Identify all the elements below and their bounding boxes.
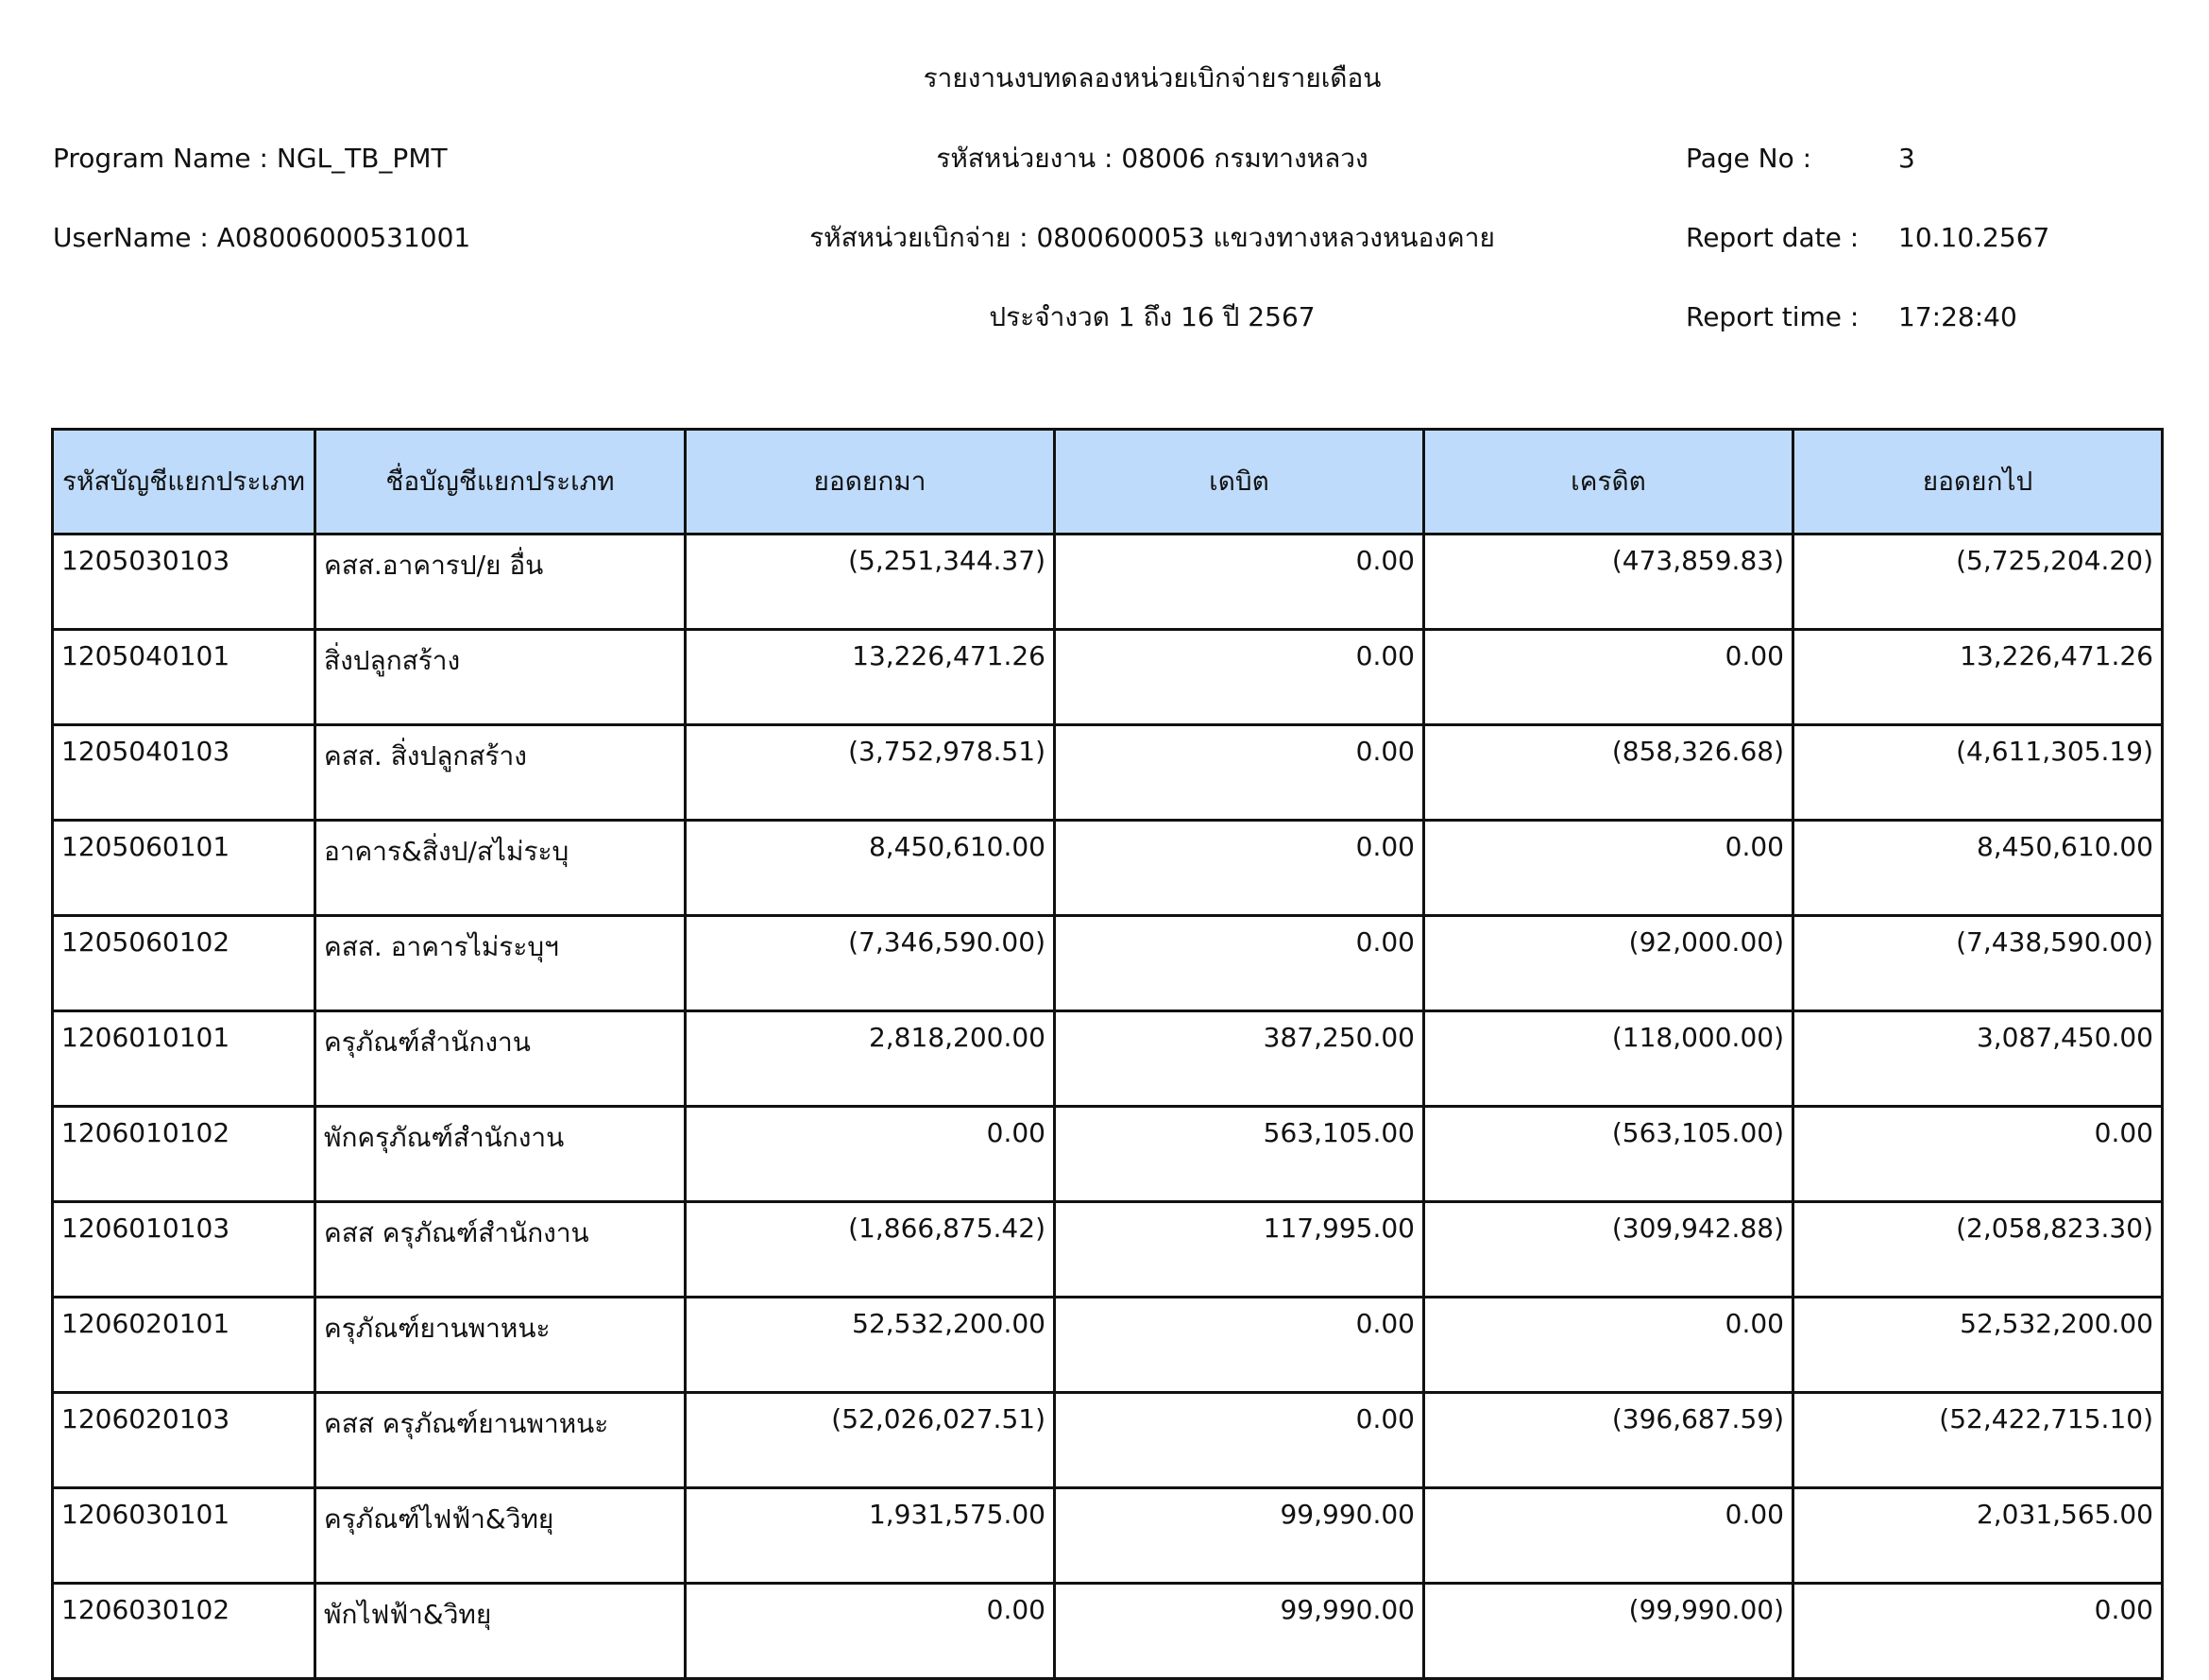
credit-cell: 0.00	[1424, 1488, 1793, 1584]
debit-cell: 99,990.00	[1055, 1488, 1424, 1584]
credit-cell: 0.00	[1424, 630, 1793, 725]
closing-balance-cell: 13,226,471.26	[1793, 630, 2163, 725]
table-row	[53, 630, 2163, 725]
opening-balance-cell: (1,866,875.42)	[686, 1202, 1055, 1298]
table-row	[53, 535, 2163, 630]
table-row	[53, 1584, 2163, 1679]
account-name-cell: คสส. สิ่งปลูกสร้าง	[315, 725, 686, 821]
closing-balance-cell: 52,532,200.00	[1793, 1298, 2163, 1393]
account-code-cell: 1205030103	[53, 535, 315, 630]
opening-balance-cell: (52,026,027.51)	[686, 1393, 1055, 1488]
opening-balance-cell: (7,346,590.00)	[686, 916, 1055, 1011]
credit-cell: 0.00	[1424, 821, 1793, 916]
account-name-cell: พักไฟฟ้า&วิทยุ	[315, 1584, 686, 1679]
credit-cell: (396,687.59)	[1424, 1393, 1793, 1488]
credit-cell: (92,000.00)	[1424, 916, 1793, 1011]
debit-cell: 0.00	[1055, 725, 1424, 821]
account-code-cell: 1206020103	[53, 1393, 315, 1488]
header-credit: เครดิต	[1424, 430, 1793, 535]
opening-balance-cell: 0.00	[686, 1584, 1055, 1679]
account-name-cell: ครุภัณฑ์สำนักงาน	[315, 1011, 686, 1107]
closing-balance-cell: (4,611,305.19)	[1793, 725, 2163, 821]
debit-cell: 0.00	[1055, 821, 1424, 916]
credit-cell: 0.00	[1424, 1298, 1793, 1393]
account-name-cell: คสส.อาคารป/ย อื่น	[315, 535, 686, 630]
page-no-label: Page No :	[1686, 143, 1812, 174]
account-name-cell: คสส ครุภัณฑ์ยานพาหนะ	[315, 1393, 686, 1488]
table-row	[53, 1202, 2163, 1298]
header-debit: เดบิต	[1055, 430, 1424, 535]
closing-balance-cell: (2,058,823.30)	[1793, 1202, 2163, 1298]
credit-cell: (563,105.00)	[1424, 1107, 1793, 1202]
account-code-cell: 1206020101	[53, 1298, 315, 1393]
debit-cell: 0.00	[1055, 535, 1424, 630]
report-time-label: Report time :	[1686, 301, 1860, 332]
credit-cell: (858,326.68)	[1424, 725, 1793, 821]
account-code-cell: 1206010101	[53, 1011, 315, 1107]
table-row	[53, 821, 2163, 916]
credit-cell: (118,000.00)	[1424, 1011, 1793, 1107]
closing-balance-cell: 8,450,610.00	[1793, 821, 2163, 916]
table-row	[53, 1107, 2163, 1202]
disbursing-unit: รหัสหน่วยเบิกจ่าย : 0800600053 แขวงทางหลวงหนองคาย	[809, 222, 1495, 253]
report-time-value: 17:28:40	[1898, 301, 2017, 332]
opening-balance-cell: 52,532,200.00	[686, 1298, 1055, 1393]
closing-balance-cell: 0.00	[1793, 1584, 2163, 1679]
trial-balance-table	[51, 428, 2164, 1680]
opening-balance-cell: 0.00	[686, 1107, 1055, 1202]
account-name-cell: พักครุภัณฑ์สำนักงาน	[315, 1107, 686, 1202]
closing-balance-cell: 2,031,565.00	[1793, 1488, 2163, 1584]
table-row	[53, 916, 2163, 1011]
debit-cell: 387,250.00	[1055, 1011, 1424, 1107]
report-date-label: Report date :	[1686, 222, 1860, 253]
program-name: Program Name : NGL_TB_PMT	[53, 143, 448, 174]
account-name-cell: สิ่งปลูกสร้าง	[315, 630, 686, 725]
header-account-code: รหัสบัญชีแยกประเภท	[53, 430, 315, 535]
debit-cell: 0.00	[1055, 630, 1424, 725]
table-row	[53, 1011, 2163, 1107]
closing-balance-cell: 0.00	[1793, 1107, 2163, 1202]
table-body	[53, 535, 2163, 1679]
account-name-cell: คสส ครุภัณฑ์สำนักงาน	[315, 1202, 686, 1298]
opening-balance-cell: 2,818,200.00	[686, 1011, 1055, 1107]
account-code-cell: 1206030102	[53, 1584, 315, 1679]
debit-cell: 563,105.00	[1055, 1107, 1424, 1202]
account-code-cell: 1205060102	[53, 916, 315, 1011]
table-row	[53, 1488, 2163, 1584]
debit-cell: 99,990.00	[1055, 1584, 1424, 1679]
closing-balance-cell: (7,438,590.00)	[1793, 916, 2163, 1011]
trial-balance-table-container	[51, 428, 2164, 1680]
account-code-cell: 1206030101	[53, 1488, 315, 1584]
header-closing-balance: ยอดยกไป	[1793, 430, 2163, 535]
account-code-cell: 1205040103	[53, 725, 315, 821]
account-name-cell: ครุภัณฑ์ยานพาหนะ	[315, 1298, 686, 1393]
opening-balance-cell: 13,226,471.26	[686, 630, 1055, 725]
account-name-cell: คสส. อาคารไม่ระบุฯ	[315, 916, 686, 1011]
closing-balance-cell: (52,422,715.10)	[1793, 1393, 2163, 1488]
agency-code: รหัสหน่วยงาน : 08006 กรมทางหลวง	[936, 143, 1368, 174]
debit-cell: 0.00	[1055, 1298, 1424, 1393]
table-row	[53, 1393, 2163, 1488]
opening-balance-cell: (3,752,978.51)	[686, 725, 1055, 821]
opening-balance-cell: 8,450,610.00	[686, 821, 1055, 916]
table-row	[53, 725, 2163, 821]
table-row	[53, 1298, 2163, 1393]
account-code-cell: 1206010103	[53, 1202, 315, 1298]
opening-balance-cell: 1,931,575.00	[686, 1488, 1055, 1584]
header-account-name: ชื่อบัญชีแยกประเภท	[315, 430, 686, 535]
credit-cell: (309,942.88)	[1424, 1202, 1793, 1298]
account-code-cell: 1206010102	[53, 1107, 315, 1202]
closing-balance-cell: (5,725,204.20)	[1793, 535, 2163, 630]
page-no-value: 3	[1898, 143, 1915, 174]
credit-cell: (473,859.83)	[1424, 535, 1793, 630]
credit-cell: (99,990.00)	[1424, 1584, 1793, 1679]
account-name-cell: อาคาร&สิ่งป/สไม่ระบุ	[315, 821, 686, 916]
report-period: ประจำงวด 1 ถึง 16 ปี 2567	[989, 301, 1316, 332]
report-date-value: 10.10.2567	[1898, 222, 2050, 253]
table-header-row	[53, 430, 2163, 535]
account-code-cell: 1205060101	[53, 821, 315, 916]
debit-cell: 0.00	[1055, 1393, 1424, 1488]
report-title: รายงานงบทดลองหน่วยเบิกจ่ายรายเดือน	[923, 62, 1382, 93]
opening-balance-cell: (5,251,344.37)	[686, 535, 1055, 630]
closing-balance-cell: 3,087,450.00	[1793, 1011, 2163, 1107]
account-code-cell: 1205040101	[53, 630, 315, 725]
debit-cell: 0.00	[1055, 916, 1424, 1011]
user-name: UserName : A08006000531001	[53, 222, 471, 253]
debit-cell: 117,995.00	[1055, 1202, 1424, 1298]
account-name-cell: ครุภัณฑ์ไฟฟ้า&วิทยุ	[315, 1488, 686, 1584]
header-opening-balance: ยอดยกมา	[686, 430, 1055, 535]
